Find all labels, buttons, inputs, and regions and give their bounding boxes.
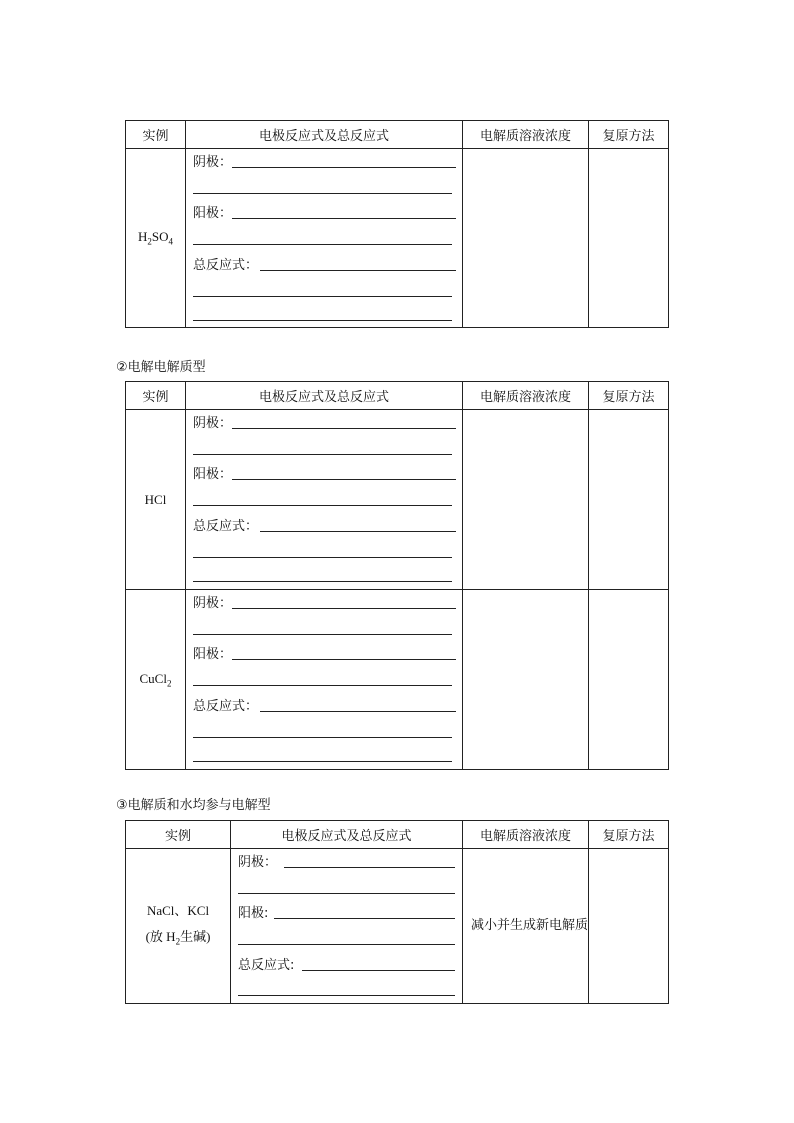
header-example: 实例 [126,382,186,410]
total-reaction-label: 总反应式: [238,958,295,973]
concentration-cell [463,590,589,770]
anode-blank-2[interactable] [193,244,452,245]
restore-method-cell [589,149,669,328]
anode-blank-2[interactable] [193,685,452,686]
header-equations: 电极反应式及总反应式 [231,821,463,849]
example-cell: CuCl$_2$ [126,590,186,770]
section-title-electrolyte: ②电解电解质型 [116,360,206,375]
total-reaction-blank-2[interactable] [193,557,452,558]
anode-blank[interactable] [232,659,456,660]
anode-label: 阳极： [193,206,233,221]
cathode-label: 阴极： [238,855,278,870]
total-reaction-label: 总反应式： [193,519,259,534]
equations-cell [186,149,463,328]
cathode-label: 阴极： [193,155,233,170]
anode-label: 阳极: [238,906,269,921]
header-equations: 电极反应式及总反应式 [186,382,463,410]
anode-label: 阳极： [193,647,233,662]
restore-method-cell [589,410,669,590]
concentration-cell: 减小并生成新电解质 [463,849,589,1004]
total-reaction-blank-2[interactable] [193,737,452,738]
total-reaction-blank[interactable] [260,711,456,712]
restore-method-cell [589,590,669,770]
section-title-electrolyte-and-water: ③电解质和水均参与电解型 [116,798,271,813]
total-reaction-blank-2[interactable] [193,296,452,297]
header-equations: 电极反应式及总反应式 [186,121,463,149]
restore-method-cell [589,849,669,1004]
total-reaction-blank[interactable] [260,270,456,271]
header-concentration: 电解质溶液浓度 [463,121,589,149]
total-reaction-blank-3[interactable] [193,761,452,762]
concentration-cell [463,149,589,328]
cathode-blank[interactable] [232,608,456,609]
header-restore-method: 复原方法 [589,821,669,849]
total-reaction-blank-3[interactable] [193,581,452,582]
header-concentration: 电解质溶液浓度 [463,382,589,410]
example-cell: $H_2SO_4$ [126,149,186,328]
example-cell: NaCl、KCl (放 $H_2$生碱) [126,849,231,1004]
total-reaction-label: 总反应式： [193,699,259,714]
table-electrolyte-electrolysis [125,381,669,770]
table-sulfuric-acid [125,120,669,328]
cathode-blank-2[interactable] [238,893,455,894]
anode-blank-2[interactable] [238,944,455,945]
cathode-blank[interactable] [232,428,456,429]
header-example: 实例 [126,821,231,849]
total-reaction-blank[interactable] [302,970,455,971]
anode-blank[interactable] [232,218,456,219]
header-restore-method: 复原方法 [589,121,669,149]
anode-blank[interactable] [232,479,456,480]
anode-blank-2[interactable] [193,505,452,506]
total-reaction-blank[interactable] [260,531,456,532]
equations-cell [231,849,463,1004]
total-reaction-blank-3[interactable] [193,320,452,321]
total-reaction-blank-2[interactable] [238,995,455,996]
cathode-blank[interactable] [284,867,455,868]
cathode-blank-2[interactable] [193,634,452,635]
header-concentration: 电解质溶液浓度 [463,821,589,849]
anode-label: 阳极： [193,467,233,482]
cathode-blank-2[interactable] [193,193,452,194]
anode-blank[interactable] [274,918,455,919]
cathode-blank-2[interactable] [193,454,452,455]
cathode-label: 阴极： [193,596,233,611]
concentration-cell [463,410,589,590]
table-electrolyte-and-water [125,820,669,1004]
total-reaction-label: 总反应式： [193,258,259,273]
equations-cell [186,590,463,770]
equations-cell [186,410,463,590]
cathode-label: 阴极： [193,416,233,431]
example-cell: HCl [126,410,186,590]
cathode-blank[interactable] [232,167,456,168]
header-example: 实例 [126,121,186,149]
header-restore-method: 复原方法 [589,382,669,410]
